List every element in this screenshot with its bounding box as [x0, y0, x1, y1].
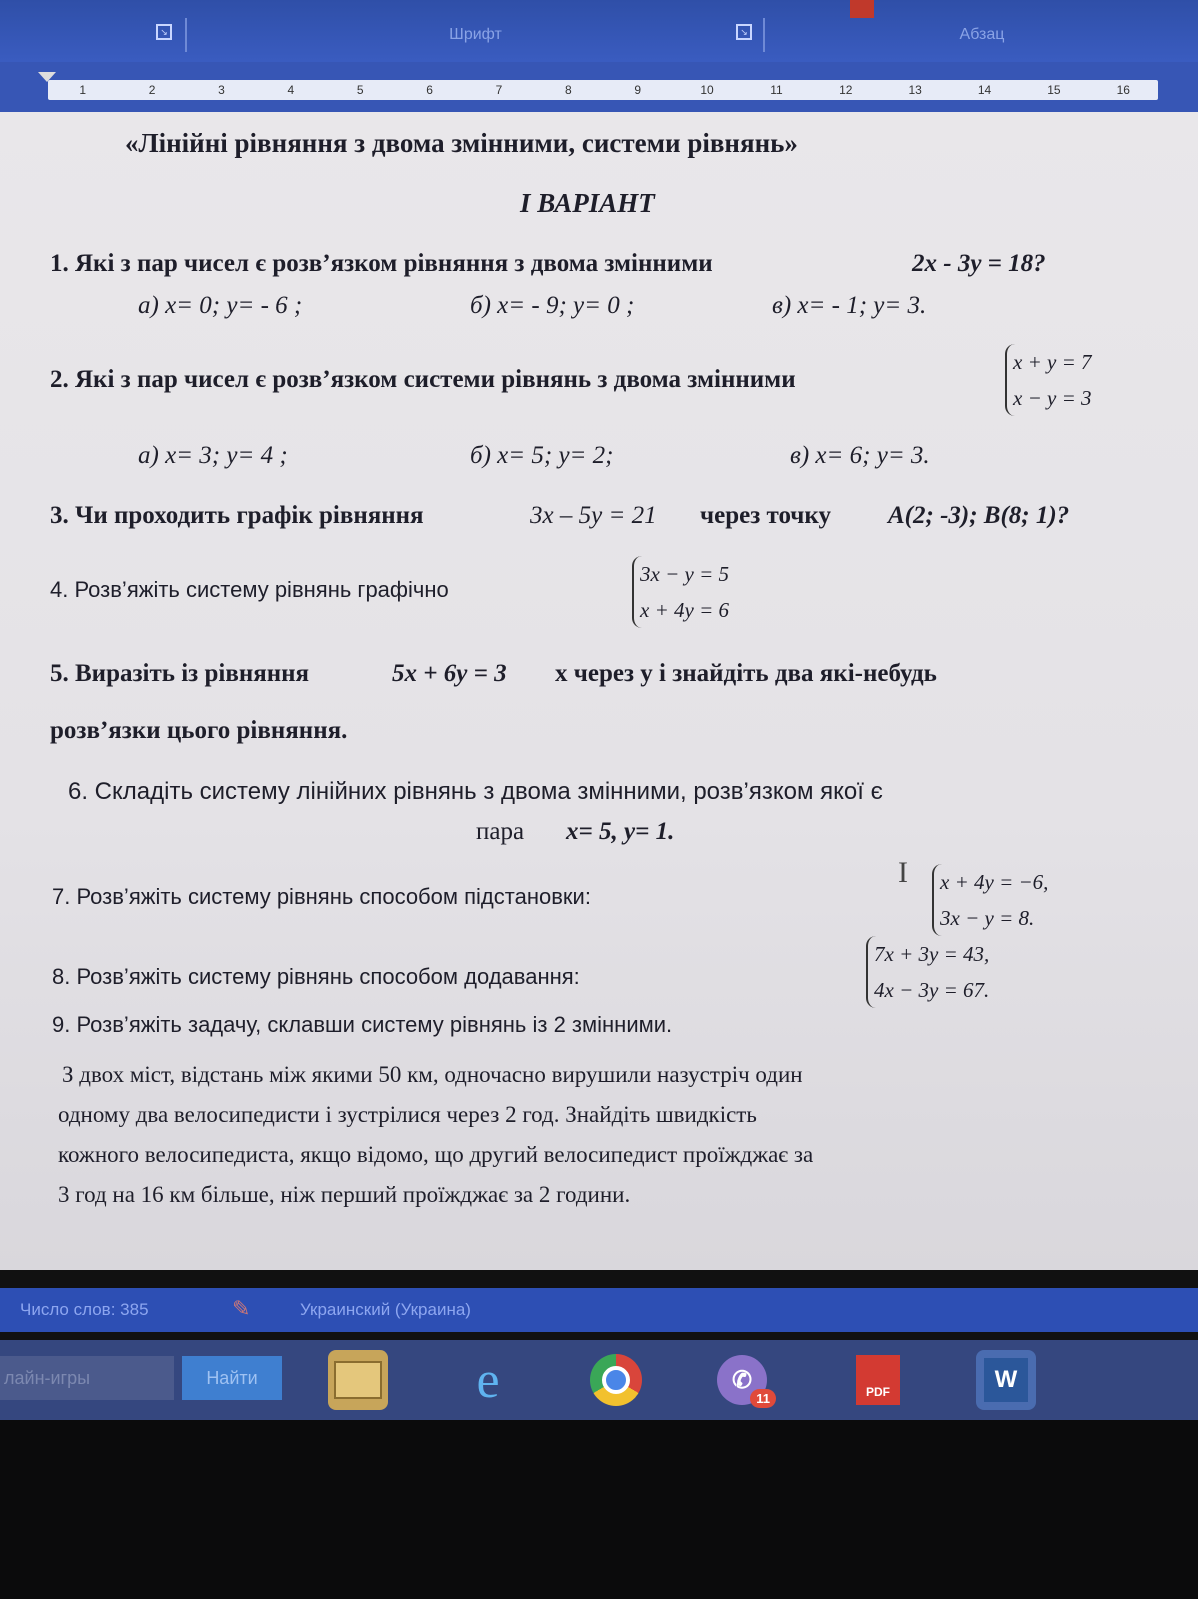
taskbar-search-input[interactable]: лайн-игры: [0, 1356, 174, 1400]
q3-text: 3. Чи проходить графік рівняння: [50, 502, 424, 529]
ruler-tick: 9: [634, 83, 642, 97]
q6-value: x= 5, y= 1.: [566, 818, 675, 845]
q5-text: 5. Виразіть із рівняння: [50, 660, 310, 687]
ruler-tick: 15: [1047, 83, 1061, 97]
ruler-tick: 6: [426, 83, 433, 97]
ruler-tick: 13: [908, 83, 922, 97]
q2-option-c: в) x= 6; y= 3.: [790, 442, 930, 469]
ruler-tick: 2: [148, 83, 156, 97]
q3-text2: через точку: [700, 502, 831, 529]
taskbar: [0, 1340, 1198, 1420]
ruler-tick: 10: [700, 83, 714, 97]
q9-text: 9. Розв’яжіть задачу, склавши систему рівнянь із 2 змінними.: [52, 1012, 673, 1037]
q7-system: [932, 864, 1048, 936]
q4-text: 4. Розв’яжіть систему рівнянь графічно: [50, 577, 449, 602]
document-page[interactable]: [0, 112, 1198, 1270]
file-explorer-icon[interactable]: [328, 1350, 388, 1410]
ruler-tick: 16: [1116, 83, 1130, 97]
q7-text: 7. Розв’яжіть систему рівнянь способом підстановки:: [52, 884, 591, 909]
language-indicator[interactable]: Украинский (Украина): [300, 1300, 471, 1319]
q9-paragraph-line1: З двох міст, відстань між якими 50 км, одночасно вирушили назустріч один: [62, 1062, 803, 1087]
ruler-tick: 14: [977, 83, 992, 97]
horizontal-ruler[interactable]: [0, 62, 1198, 112]
word-count[interactable]: Число слов: 385: [20, 1300, 149, 1319]
ribbon-group-font-label: Шрифт: [449, 26, 502, 43]
q7-system-eq1: x + 4y = −6,: [940, 870, 1049, 894]
ruler-tick: 4: [287, 83, 295, 97]
word-label: W: [984, 1358, 1028, 1402]
variant-heading: І ВАРІАНТ: [520, 188, 655, 218]
ribbon-group-paragraph[interactable]: [766, 18, 1198, 52]
q6-line1: 6. Складіть систему лінійних рівнянь з двома змінними, розв’язком якої є: [68, 778, 883, 805]
ribbon-group-font[interactable]: [188, 18, 765, 52]
q3-points: A(2; -3); B(8; 1)?: [888, 502, 1070, 529]
ribbon-indicator: [850, 0, 874, 18]
word-app-icon[interactable]: [976, 1350, 1036, 1410]
internet-explorer-icon[interactable]: e: [476, 1351, 500, 1409]
q5-text2: x через y і знайдіть два які-небудь: [555, 660, 937, 687]
q8-system-eq1: 7x + 3y = 43,: [874, 942, 990, 966]
q1-text: 1. Які з пар чисел є розв’язком рівняння з двома змінними: [50, 250, 713, 277]
q2-text: 2. Які з пар чисел є розв’язком системи рівнянь з двома змінними: [50, 366, 796, 393]
q1-equation: 2x - 3y = 18?: [912, 250, 1046, 277]
q7-system-eq2: 3x − y = 8.: [940, 906, 1035, 930]
ruler-tick: 5: [356, 83, 364, 97]
q3-equation: 3x – 5y = 21: [530, 502, 657, 529]
q9-paragraph-line3: кожного велосипедиста, якщо відомо, що другий велосипедист проїжджає за: [58, 1142, 814, 1167]
q2-system-eq2: x − y = 3: [1013, 386, 1092, 410]
ruler-tick: 11: [770, 83, 783, 97]
font-dialog-launcher-icon[interactable]: ↘: [736, 24, 752, 40]
monitor-bezel: [0, 1420, 1198, 1599]
ribbon-group-paragraph-label: Абзац: [959, 26, 1005, 43]
viber-badge: 11: [750, 1389, 776, 1408]
dialog-launcher-icon[interactable]: ↘: [156, 24, 172, 40]
ruler-strip: [48, 80, 1158, 100]
q9-paragraph-line2: одному два велосипедисти і зустрілися через 2 год. Знайдіть швидкість: [58, 1102, 757, 1127]
q5-equation: 5x + 6y = 3: [392, 660, 507, 687]
q5-line2: розв’язки цього рівняння.: [50, 717, 348, 744]
ruler-tick: 12: [839, 83, 853, 97]
pdf-reader-icon[interactable]: [848, 1350, 908, 1410]
ribbon: [0, 0, 1198, 62]
q2-option-b: б) x= 5; y= 2;: [470, 442, 614, 469]
q1-option-b: б) x= - 9; y= 0 ;: [470, 292, 635, 319]
ruler-tick: 3: [218, 83, 225, 97]
q1-option-c: в) x= - 1; y= 3.: [772, 292, 927, 319]
q2-system-eq1: x + y = 7: [1013, 350, 1092, 374]
q8-system-eq2: 4x − 3y = 67.: [874, 978, 990, 1002]
q8-text: 8. Розв’яжіть систему рівнянь способом додавання:: [52, 964, 580, 989]
viber-icon[interactable]: ✆ 11: [712, 1350, 772, 1410]
text-cursor-icon: I: [898, 856, 908, 889]
q2-option-a: а) x= 3; y= 4 ;: [138, 442, 288, 469]
q9-paragraph-line4: 3 год на 16 км більше, ніж перший проїжджає за 2 години.: [58, 1182, 631, 1207]
document-title: «Лінійні рівняння з двома змінними, системи рівнянь»: [125, 128, 798, 158]
proofing-icon[interactable]: ✎: [232, 1296, 251, 1321]
q2-system: [1005, 344, 1091, 416]
q4-system-eq1: 3x − y = 5: [640, 562, 729, 586]
ruler-tick: 1: [79, 83, 87, 97]
q6-label: пара: [476, 818, 525, 845]
q1-option-a: а) x= 0; y= - 6 ;: [138, 292, 303, 319]
q8-system: [866, 936, 989, 1008]
q4-system-eq2: x + 4y = 6: [640, 598, 729, 622]
ruler-tick: 8: [564, 83, 572, 97]
chrome-icon[interactable]: [586, 1350, 646, 1410]
pdf-label: PDF: [856, 1355, 900, 1405]
status-bar: [0, 1288, 1198, 1332]
taskbar-search-button[interactable]: Найти: [182, 1356, 282, 1400]
q4-system: [632, 556, 729, 628]
ruler-tick: 7: [495, 83, 503, 97]
